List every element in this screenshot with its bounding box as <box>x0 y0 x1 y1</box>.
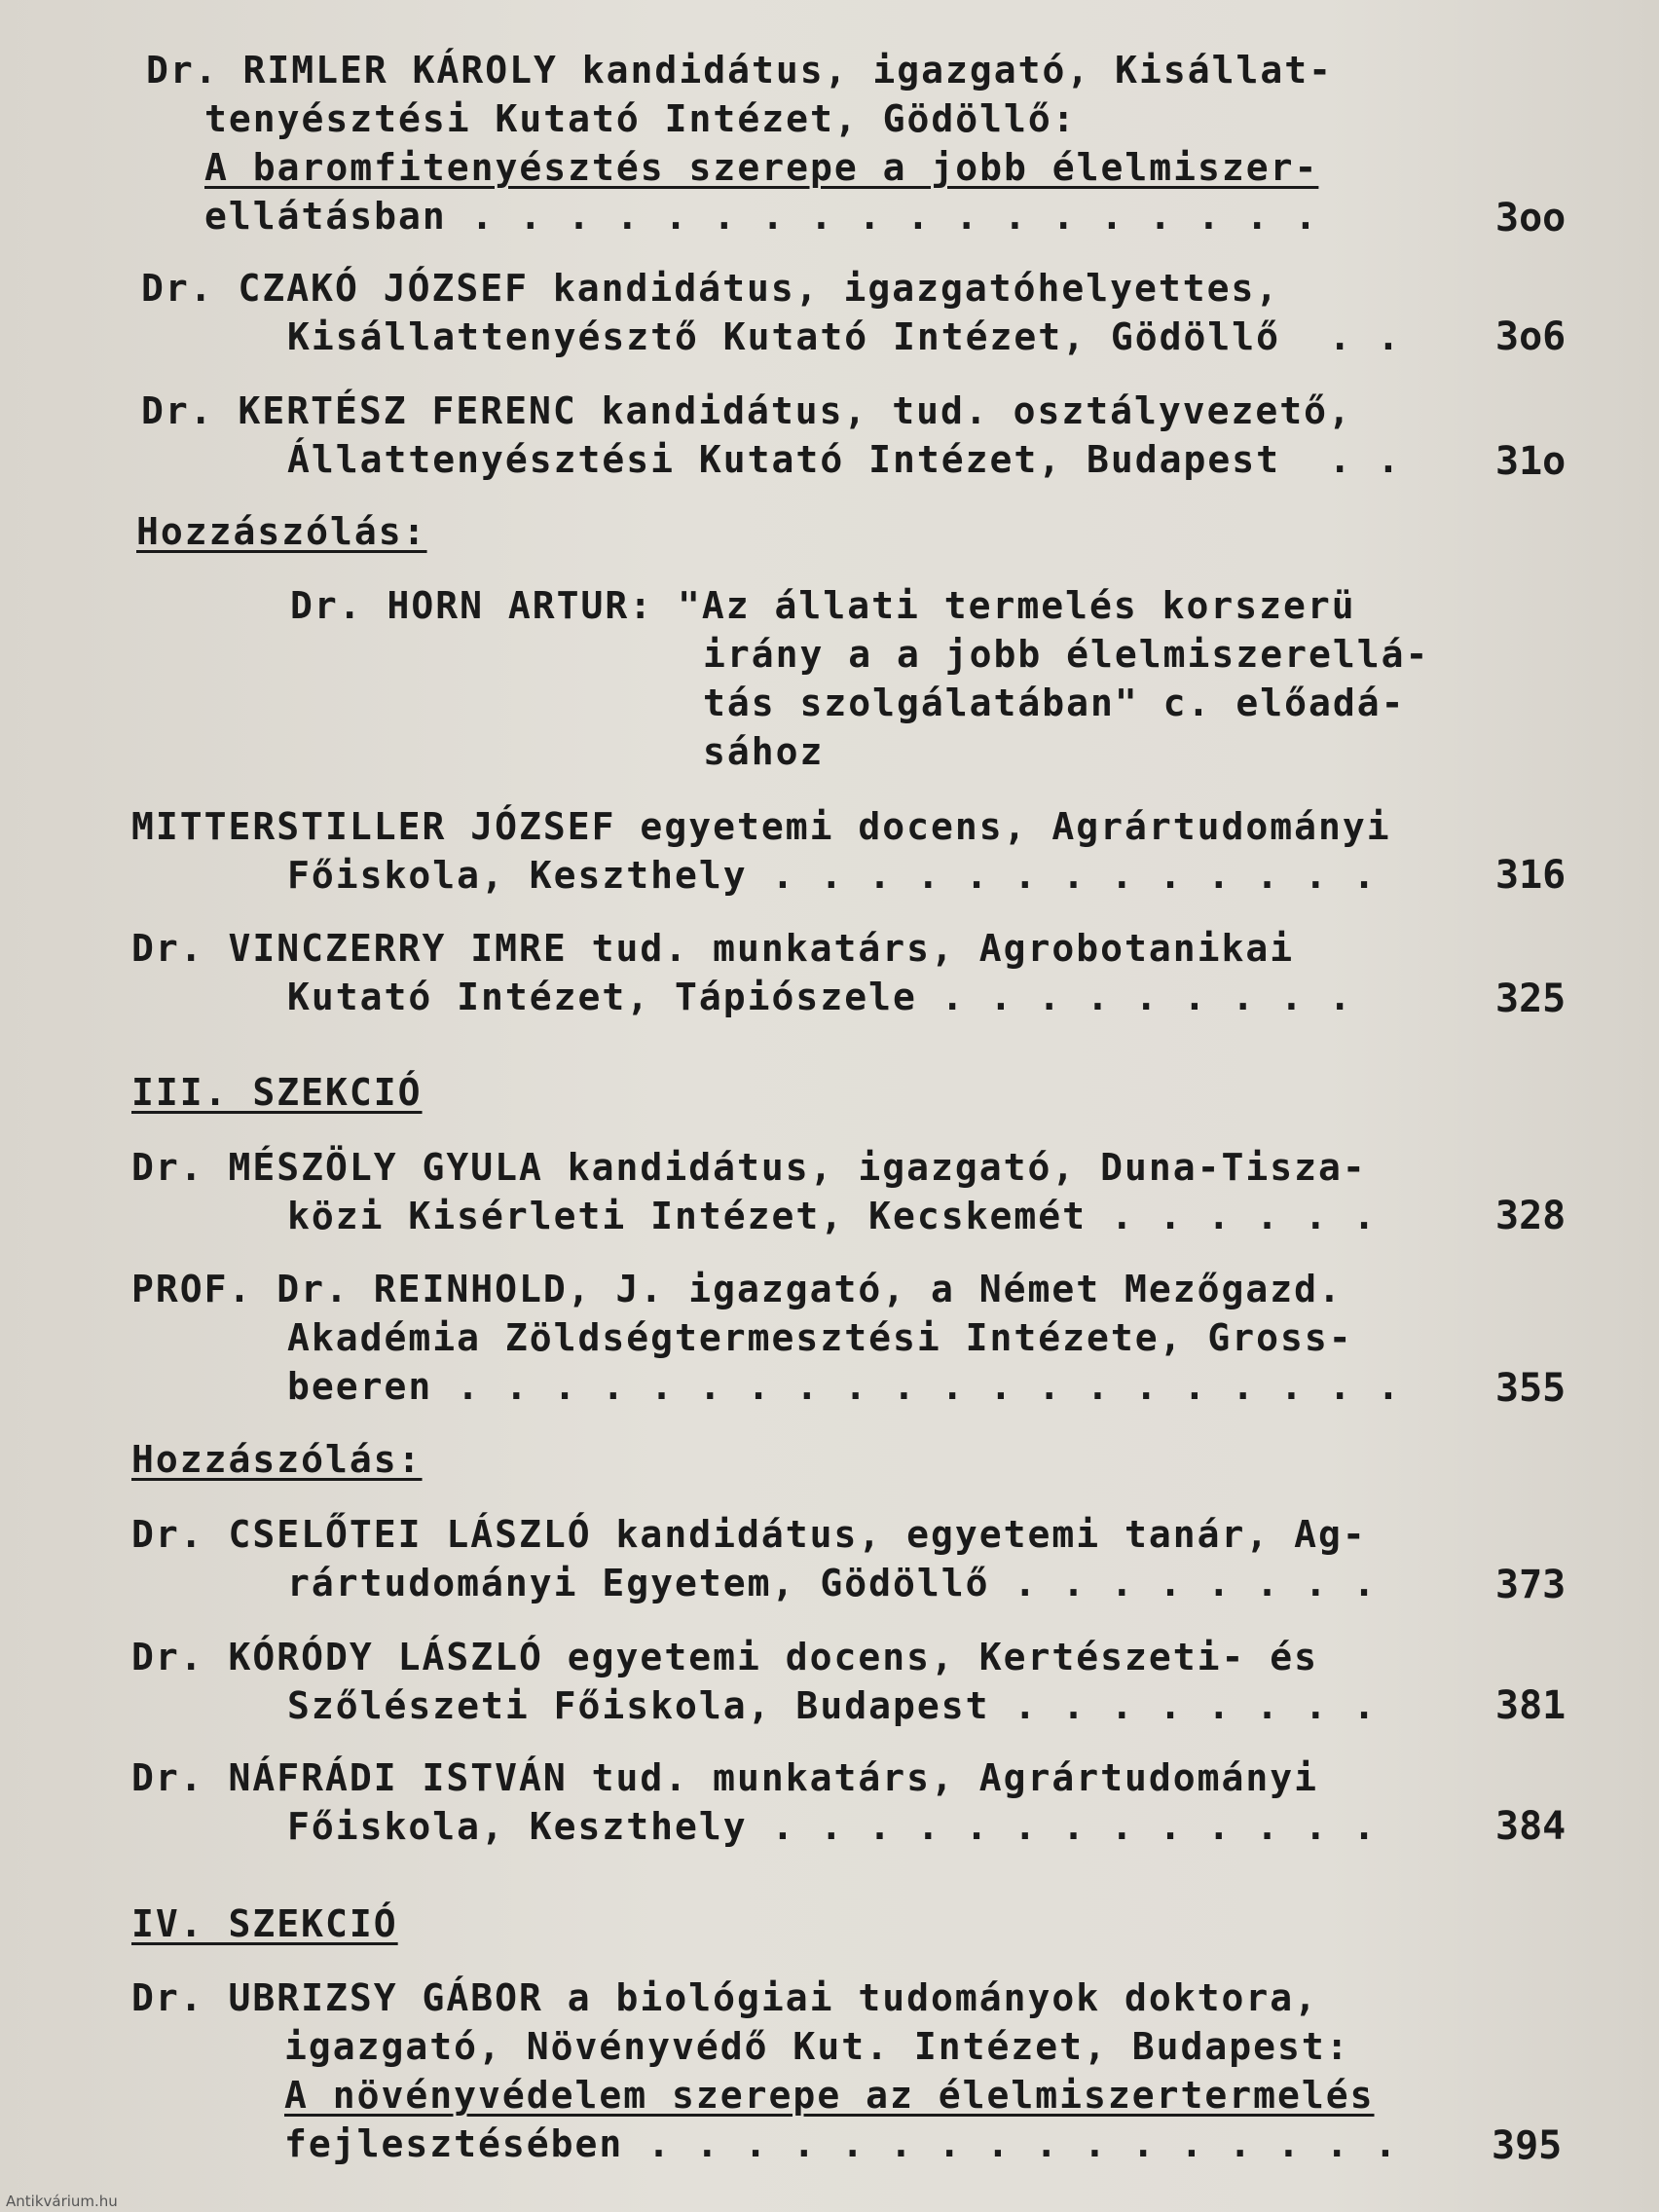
entry-reinhold-line-1: PROF. Dr. REINHOLD, J. igazgató, a Német Mezőgazd. <box>131 1268 1343 1310</box>
entry-korody-line-2: Szőlészeti Főiskola, Budapest . . . . . . . . <box>287 1684 1378 1727</box>
entry-ubrizsy-line-4: fejlesztésében . . . . . . . . . . . . . . . . <box>284 2122 1399 2165</box>
page-number: 3o6 <box>1495 314 1567 359</box>
entry-korody-line-1: Dr. KÓRÓDY LÁSZLÓ egyetemi docens, Kertészeti- és <box>131 1636 1319 1678</box>
entry-vinczerry-line-2: Kutató Intézet, Tápiószele . . . . . . . . . <box>287 976 1353 1018</box>
section-heading-comments: Hozzászólás: <box>136 510 427 553</box>
section-heading-iii: III. SZEKCIÓ <box>131 1071 423 1114</box>
entry-czako-line-2: Kisállattenyésztő Kutató Intézet, Gödöllő . . <box>287 315 1402 358</box>
entry-meszoly-line-1: Dr. MÉSZÖLY GYULA kandidátus, igazgató, Duna-Tisza- <box>131 1146 1367 1189</box>
entry-nafradi-line-1: Dr. NÁFRÁDI ISTVÁN tud. munkatárs, Agrártudományi <box>131 1756 1319 1799</box>
entry-nafradi-line-2: Főiskola, Keszthely . . . . . . . . . . . . . <box>287 1805 1378 1848</box>
entry-mitterstiller-line-2: Főiskola, Keszthely . . . . . . . . . . . . . <box>287 854 1378 897</box>
entry-kertesz-line-1: Dr. KERTÉSZ FERENC kandidátus, tud. osztályvezető, <box>141 389 1352 432</box>
page-number: 325 <box>1495 977 1567 1021</box>
page-number: 31o <box>1495 439 1567 484</box>
entry-rimler-line-4: ellátásban . . . . . . . . . . . . . . . . . . <box>204 195 1319 238</box>
entry-reinhold-line-2: Akadémia Zöldségtermesztési Intézete, Gross- <box>287 1316 1353 1359</box>
entry-ubrizsy-line-2: igazgató, Növényvédő Kut. Intézet, Budapest: <box>284 2025 1350 2068</box>
entry-rimler-line-1: Dr. RIMLER KÁROLY kandidátus, igazgató, Kisállat- <box>146 49 1334 92</box>
entry-horn-line-4: sához <box>703 730 825 773</box>
watermark-text: Antikvárium.hu <box>6 2193 118 2210</box>
page-number: 373 <box>1495 1563 1567 1607</box>
section-heading-iv: IV. SZEKCIÓ <box>131 1902 398 1945</box>
entry-horn-line-1: Dr. HORN ARTUR: "Az állati termelés korszerü <box>290 584 1356 627</box>
entry-mitterstiller-line-1: MITTERSTILLER JÓZSEF egyetemi docens, Agrártudományi <box>131 805 1391 848</box>
entry-vinczerry-line-1: Dr. VINCZERRY IMRE tud. munkatárs, Agrobotanikai <box>131 927 1295 970</box>
page-number: 355 <box>1495 1366 1567 1411</box>
entry-czako-line-1: Dr. CZAKÓ JÓZSEF kandidátus, igazgatóhelyettes, <box>141 267 1280 310</box>
entry-horn-line-2: irány a a jobb élelmiszerellá- <box>703 633 1430 676</box>
entry-cselotei-line-2: rártudományi Egyetem, Gödöllő . . . . . . . . <box>287 1562 1378 1604</box>
entry-meszoly-line-2: közi Kisérleti Intézet, Kecskemét . . . . . . <box>287 1195 1378 1237</box>
entry-ubrizsy-line-3: A növényvédelem szerepe az élelmiszertermelés <box>284 2074 1375 2117</box>
entry-horn-line-3: tás szolgálatában" c. előadá- <box>703 682 1406 724</box>
entry-reinhold-line-3: beeren . . . . . . . . . . . . . . . . . . . . <box>287 1365 1402 1408</box>
page-number: 316 <box>1495 853 1567 898</box>
page-number: 381 <box>1495 1683 1567 1728</box>
entry-cselotei-line-1: Dr. CSELŐTEI LÁSZLÓ kandidátus, egyetemi tanár, Ag- <box>131 1513 1367 1556</box>
entry-rimler-line-3: A baromfitenyésztés szerepe a jobb élelmiszer- <box>204 146 1319 189</box>
page-number: 328 <box>1495 1194 1567 1238</box>
entry-ubrizsy-line-1: Dr. UBRIZSY GÁBOR a biológiai tudományok doktora, <box>131 1976 1319 2019</box>
entry-rimler-line-2: tenyésztési Kutató Intézet, Gödöllő: <box>204 97 1077 140</box>
entry-kertesz-line-2: Állattenyésztési Kutató Intézet, Budapest . . <box>287 438 1402 481</box>
page-number: 384 <box>1495 1804 1567 1849</box>
page-number: 395 <box>1492 2123 1563 2168</box>
section-heading-comments-2: Hozzászólás: <box>131 1438 423 1481</box>
page-number: 3oo <box>1495 196 1567 240</box>
